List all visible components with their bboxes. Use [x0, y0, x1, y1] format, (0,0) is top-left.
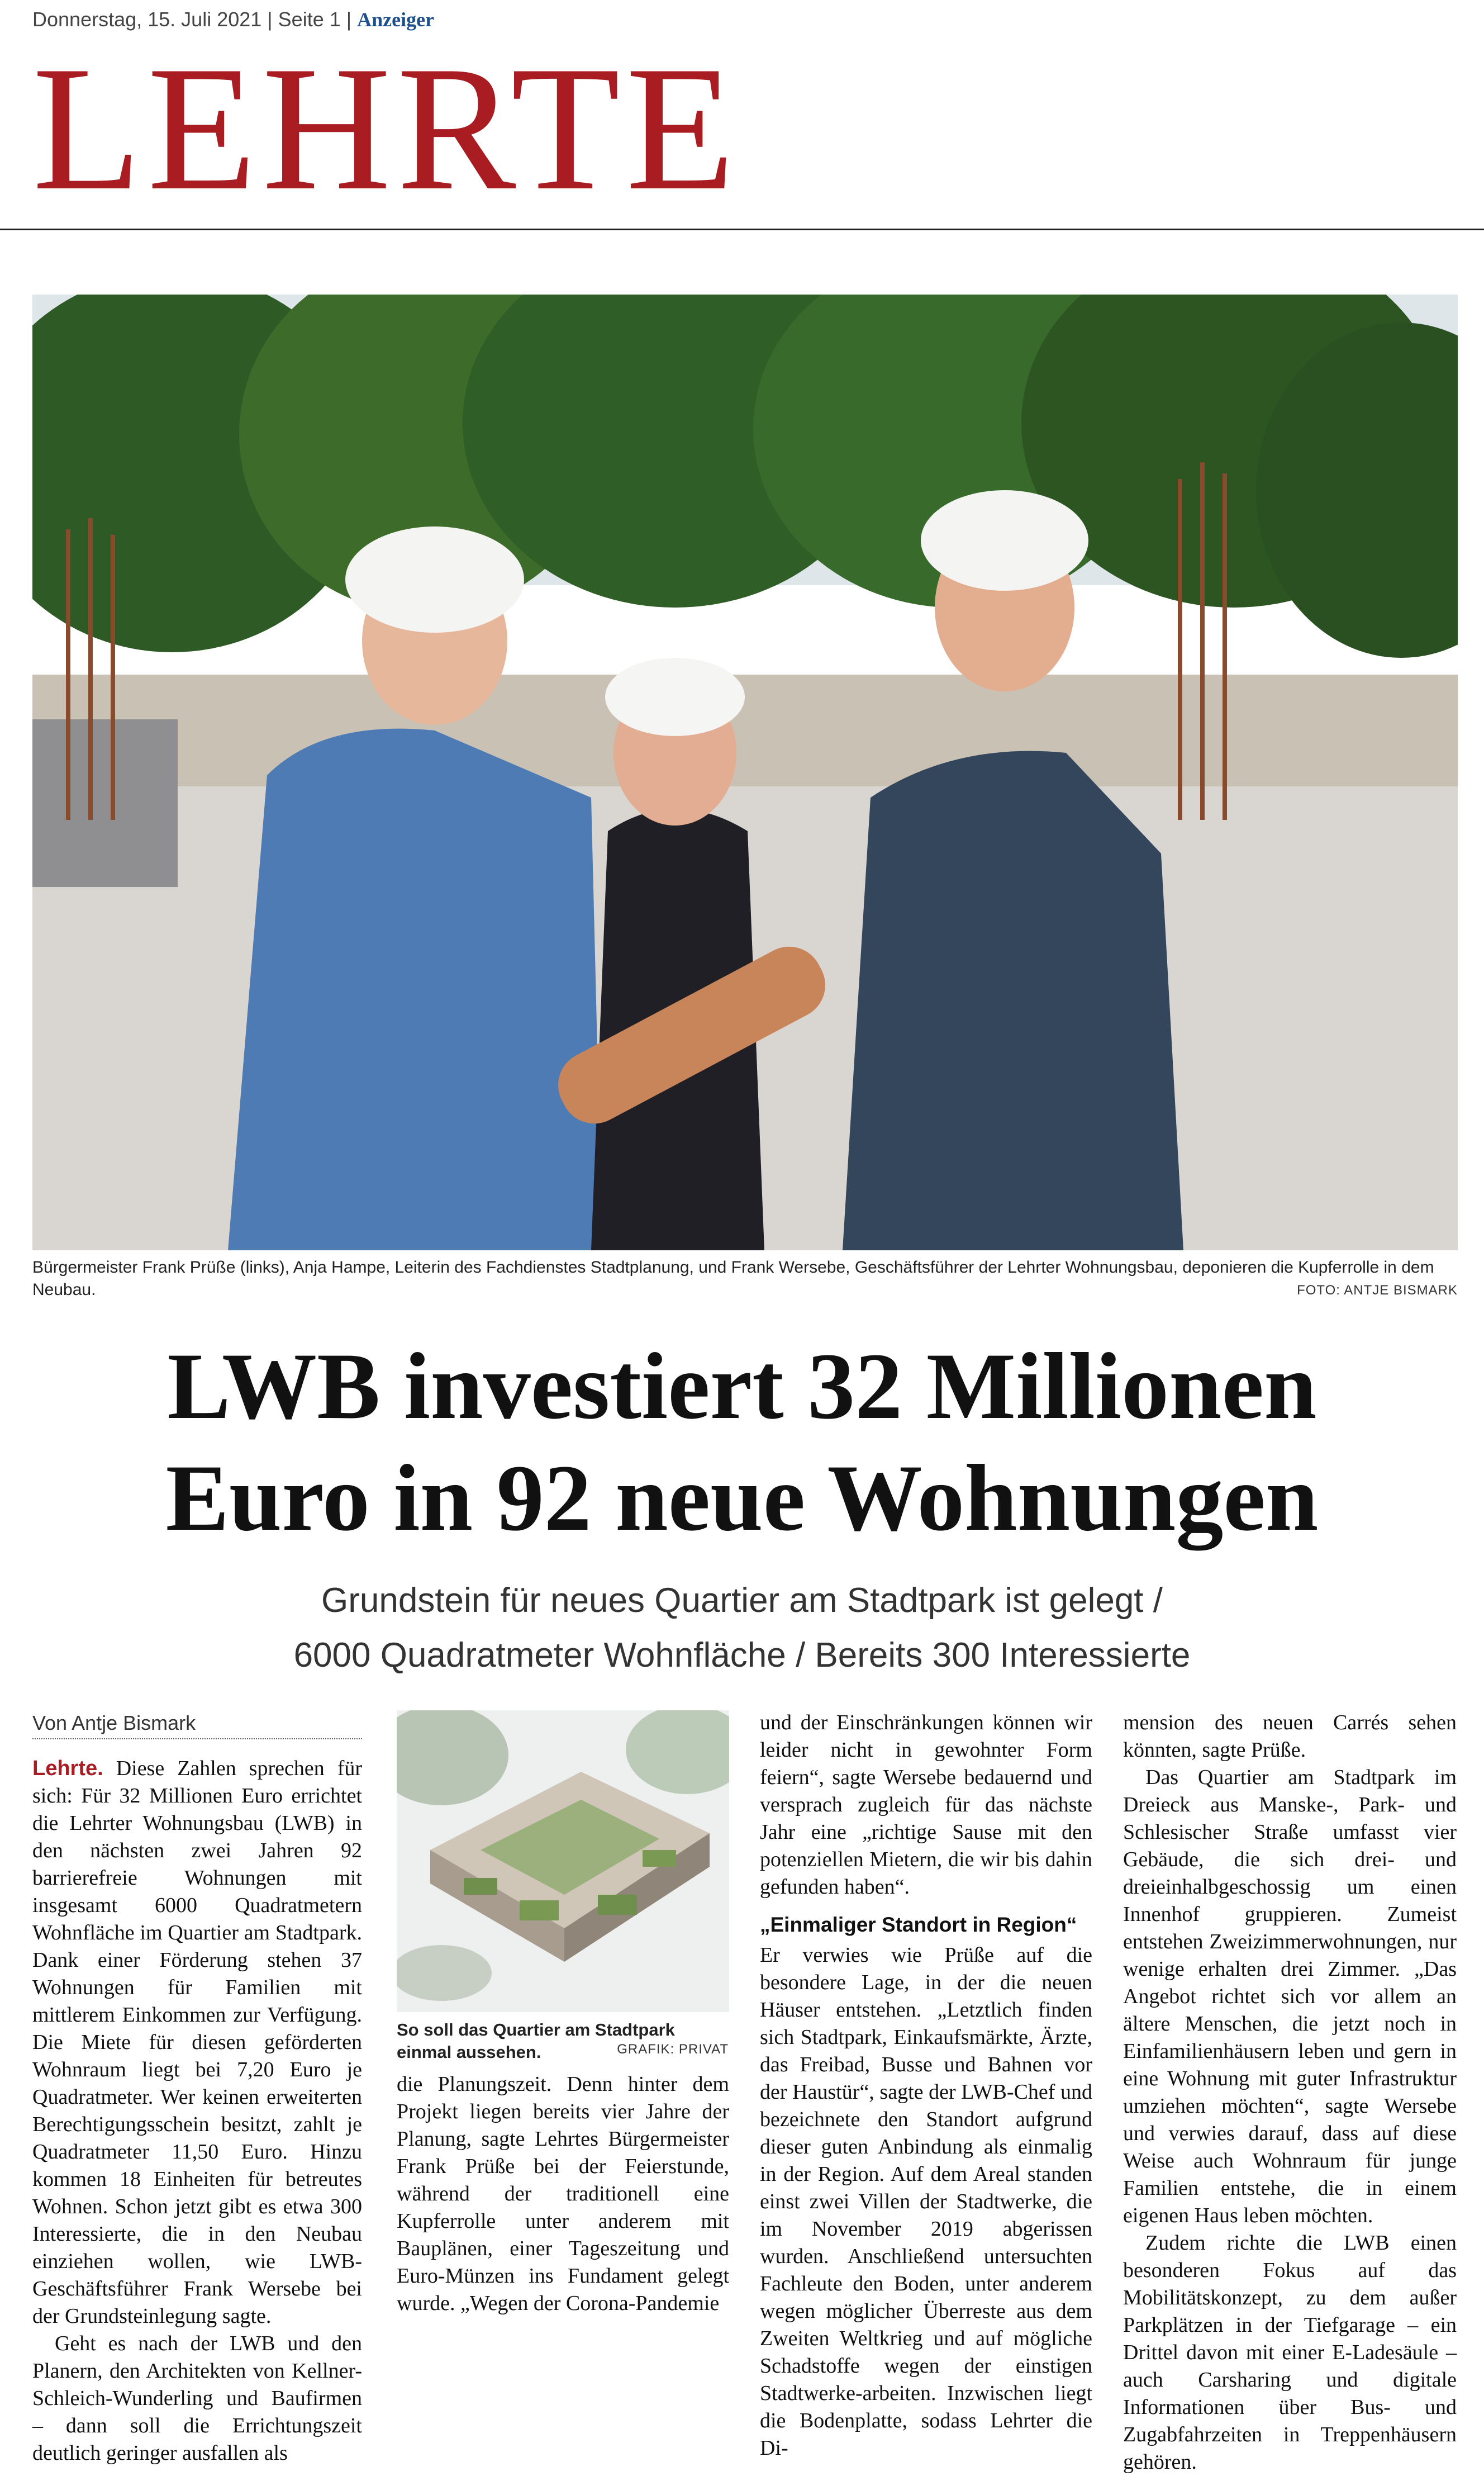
graphic-caption: So soll das Quartier am Stadtpark einmal aussehen. — [397, 2020, 675, 2062]
lead-photo — [32, 295, 1458, 1250]
paragraph: Zudem richte die LWB einen besonderen Fokus auf das Mobilitätskonzept, zu dem außer Parkplätzen in der Tiefgarage – ein Drittel davon mit einer E-Ladesäule – auch Carsharing und digitale Informationen über Bus- und Zugabfahrzeiten in Treppenhäusern gehören. — [1123, 2231, 1457, 2474]
issue-date: Donnerstag, 15. Juli 2021 — [32, 8, 262, 31]
subheadline — [0, 1573, 1484, 1683]
separator: | — [267, 8, 278, 31]
paragraph: Geht es nach der LWB und den Planern, den Architekten von Kellner-Schleich-Wunderling und Baufirmen – dann soll die Errichtungszeit deutlich geringer ausfallen als — [32, 2332, 362, 2465]
header-divider — [0, 229, 1484, 230]
headline-line-1: LWB investiert 32 Millionen — [167, 1334, 1317, 1439]
subheading: „Einmaliger Standort in Region“ — [760, 1913, 1077, 1936]
paragraph: die Planungszeit. Denn hinter dem Projekt liegen bereits vier Jahre der Planung, sagte Lehrtes Bürgermeister Frank Prüße bei der Feierstunde, während der traditionell eine Kupferrolle unter anderem mit Bauplänen, einer Tageszeitung und Euro-Münzen ins Fundament gelegt wurde. „Wegen der Corona-Pandemie — [397, 2072, 729, 2315]
article-column-2 — [397, 2071, 729, 2317]
headline-line-2: Euro in 92 neue Wohnungen — [165, 1445, 1319, 1550]
dateline — [32, 8, 434, 31]
dateline-location: Lehrte. — [32, 1757, 103, 1780]
graphic-credit: GRAFIK: PRIVAT — [617, 2042, 729, 2057]
paragraph: mension des neuen Carrés sehen könnten, sagte Prüße. — [1123, 1711, 1457, 1762]
subheadline-line-2: 6000 Quadratmeter Wohnfläche / Bereits 300 Interessierte — [293, 1636, 1191, 1675]
photo-credit: FOTO: ANTJE BISMARK — [1297, 1283, 1458, 1298]
rendering-graphic — [397, 1710, 729, 2012]
photo-caption: Bürgermeister Frank Prüße (links), Anja Hampe, Leiterin des Fachdienstes Stadtplanung, und Frank Wersebe, Geschäftsführer der Lehrter Wohnungsbau, deponieren die Kupferrolle in dem Neubau. — [32, 1258, 1434, 1299]
section-title: LEHRTE — [32, 30, 741, 227]
paragraph: Er verwies wie Prüße auf die besondere Lage, in der die neuen Häuser entstehen. „Letztlich finden sich Stadtpark, Einkaufsmärkte, Ärzte, das Freibad, Busse und Bahnen vor der Haustür“, sagte der LWB-Chef und bezeichnete den Standort aufgrund dieser guten Anbindung als einmalig in der Region. Auf dem Areal standen einst zwei Villen der Stadtwerke, die im November 2019 abgerissen wurden. Anschließend untersuchten Fachleute den Boden, unter anderem wegen möglicher Überreste aus dem Zweiten Weltkrieg und auf mögliche Schadstoffe wegen der einstigen Stadtwerke-arbeiten. Inzwischen liegt die Bodenplatte, sodass Lehrter die Di- — [760, 1943, 1092, 2460]
paragraph: und der Einschränkungen können wir leider nicht in gewohnter Form feiern“, sagte Wersebe bedauernd und versprach zugleich für das nächste Jahr eine „richtige Sause mit den potenziellen Mietern, die wir bis dahin gefunden haben“. — [760, 1711, 1092, 1899]
newspaper-brand: Anzeiger — [357, 8, 435, 31]
byline: Von Antje Bismark — [32, 1711, 362, 1739]
article-column-4 — [1123, 1709, 1457, 2476]
page-number: Seite 1 — [278, 8, 341, 31]
paragraph — [32, 1755, 362, 2330]
article-column-3 — [760, 1709, 1092, 2462]
article-column-1 — [32, 1755, 362, 2467]
paragraph: Das Quartier am Stadtpark im Dreieck aus Manske-, Park- und Schlesischer Straße umfasst vier Gebäude, die sich drei- und dreieinhalbgeschossig um einen Innenhof gruppieren. Zumeist entstehen Zweizimmerwohnungen, nur wenige erhalten drei Zimmer. „Das Angebot richtet sich vor allem an ältere Menschen, die jetzt noch in Einfamilienhäusern leben und gern in eine Wohnung mit guter Infrastruktur umziehen möchten“, sagte Wersebe und verwies darauf, dass auf diese Weise auch Wohnraum für junge Familien entstehe, die in einem eigenen Haus leben möchten. — [1123, 1766, 1457, 2227]
paragraph-text: Diese Zahlen sprechen für sich: Für 32 Millionen Euro errichtet die Lehrter Wohnungsbau (LWB) in den nächsten zwei Jahren 92 barrierefreie Wohnungen mit insgesamt 6000 Quadratmetern Wohnfläche im Quartier am Stadtpark. Dank einer Förderung stehen 37 Wohnungen für Familien mit mittlerem Einkommen zur Verfügung. Die Miete für diesen geförderten Wohnraum liegt bei 7,20 Euro je Quadratmeter. Wer keinen erweiterten Berechtigungsschein besitzt, zahlt je Quadratmeter 11,50 Euro. Hinzu kommen 18 Einheiten für betreutes Wohnen. Schon jetzt gibt es etwa 300 Interessierte, die in den Neubau einziehen wollen, wie LWB-Geschäftsführer Frank Wersebe bei der Grundsteinlegung sagte. — [32, 1757, 363, 2328]
separator: | — [346, 8, 358, 31]
subheadline-line-1: Grundstein für neues Quartier am Stadtpark ist gelegt / — [321, 1581, 1163, 1620]
headline — [0, 1330, 1484, 1554]
